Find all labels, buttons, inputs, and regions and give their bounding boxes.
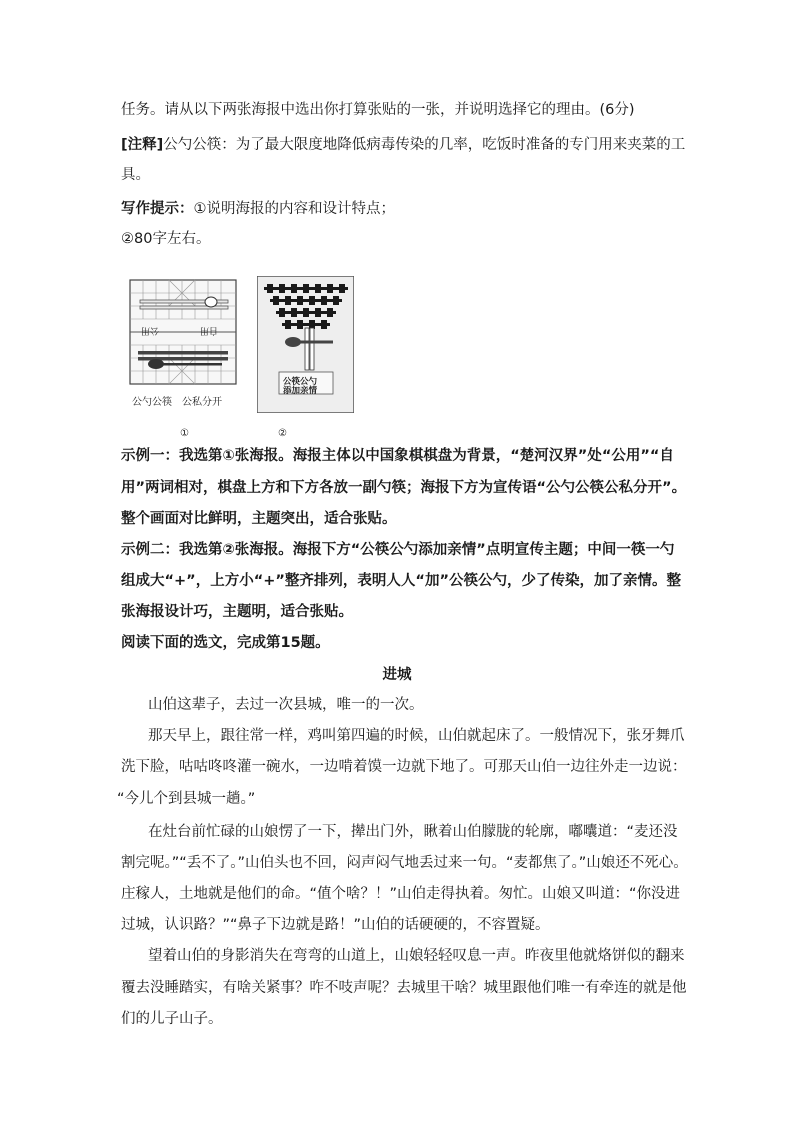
poster-2-slogan-2: 添加亲情	[283, 386, 318, 396]
poster-1-graphic	[128, 278, 240, 411]
example-2-line-3: 张海报设计巧，主题明，适合张贴。	[121, 604, 353, 620]
reading-instruction: 阅读下面的选文，完成第15题。	[121, 635, 330, 651]
hint-label: 写作提示：	[121, 201, 194, 217]
note-line-2: 具。	[121, 167, 150, 183]
story-line: 们的儿子山子。	[121, 1011, 223, 1027]
example-2-line-2: 组成大“+”，上方小“+”整齐排列，表明人人“加”公筷公勺，少了传染，加了亲情。整	[121, 573, 681, 589]
example-1-line-1: 示例一：我选第①张海报。海报主体以中国象棋棋盘为背景，“楚河汉界”处“公用”“自	[121, 448, 674, 464]
story-line: 庄稼人，土地就是他们的命。“值个啥？！”山伯走得执着。匆忙。山娘又叫道：“你没进	[121, 886, 681, 902]
hint-line-2: ②80字左右。	[121, 231, 211, 247]
story-line: 过城，认识路？”“鼻子下边就是路！”山伯的话硬硬的，不容置疑。	[121, 917, 550, 933]
story-line: 那天早上，跟往常一样，鸡叫第四遍的时候，山伯就起床了。一般情况下，张牙舞爪	[148, 728, 685, 744]
example-2-line-1: 示例二：我选第②张海报。海报下方“公筷公勺添加亲情”点明宣传主题；中间一筷一勺	[121, 542, 675, 558]
poster-1-label-private: 自用	[200, 325, 219, 335]
poster-1-caption: 公勺公筷 公私分开	[132, 397, 222, 408]
story-line: 洗下脸，咕咕咚咚灌一碗水，一边啃着馍一边就下地了。可那天山伯一边往外走一边说：	[121, 759, 687, 775]
poster-2-plus-signs	[257, 276, 354, 413]
story-line: “今儿个到县城一趟。”	[117, 791, 256, 807]
story-line: 望着山伯的身影消失在弯弯的山道上，山娘轻轻叹息一声。昨夜里他就烙饼似的翻来	[148, 948, 685, 964]
poster-1-number: ①	[180, 428, 189, 439]
poster-1-chessboard	[128, 278, 240, 411]
poster-2-number: ②	[278, 428, 287, 439]
story-line: 覆去没睡踏实，有啥关紧事？咋不吱声呢？去城里干啥？城里跟他们唯一有牵连的就是他	[121, 980, 687, 996]
story-line: 在灶台前忙碌的山娘愣了一下，撵出门外，瞅着山伯朦胧的轮廓，嘟囔道：“麦还没	[148, 824, 678, 840]
story-line: 割完呢。”“丢不了。”山伯头也不回，闷声闷气地丢过来一句。“麦都焦了。”山娘还不死心。	[121, 855, 688, 871]
story-line: 山伯这辈子，去过一次县城，唯一的一次。	[148, 697, 424, 713]
note-tag: [注释]	[121, 137, 164, 153]
example-1-line-2: 用”两词相对，棋盘上方和下方各放一副勺筷；海报下方为宣传语“公勺公筷公私分开”。	[121, 480, 687, 496]
note-line-1	[121, 135, 685, 155]
example-1-line-3: 整个画面对比鲜明，主题突出，适合张贴。	[121, 511, 397, 527]
poster-2-slogan-1: 公筷公勺	[283, 377, 318, 387]
hint-1: ①说明海报的内容和设计特点；	[193, 201, 395, 217]
poster-1-label-public: 公用	[141, 325, 160, 335]
story-title: 进城	[382, 667, 412, 683]
task-line: 任务。请从以下两张海报中选出你打算张贴的一张，并说明选择它的理由。(6分)	[121, 102, 635, 118]
hint-line-1	[121, 199, 395, 219]
note-text: 公勺公筷：为了最大限度地降低病毒传染的几率，吃饭时准备的专门用来夹菜的工	[163, 137, 686, 153]
